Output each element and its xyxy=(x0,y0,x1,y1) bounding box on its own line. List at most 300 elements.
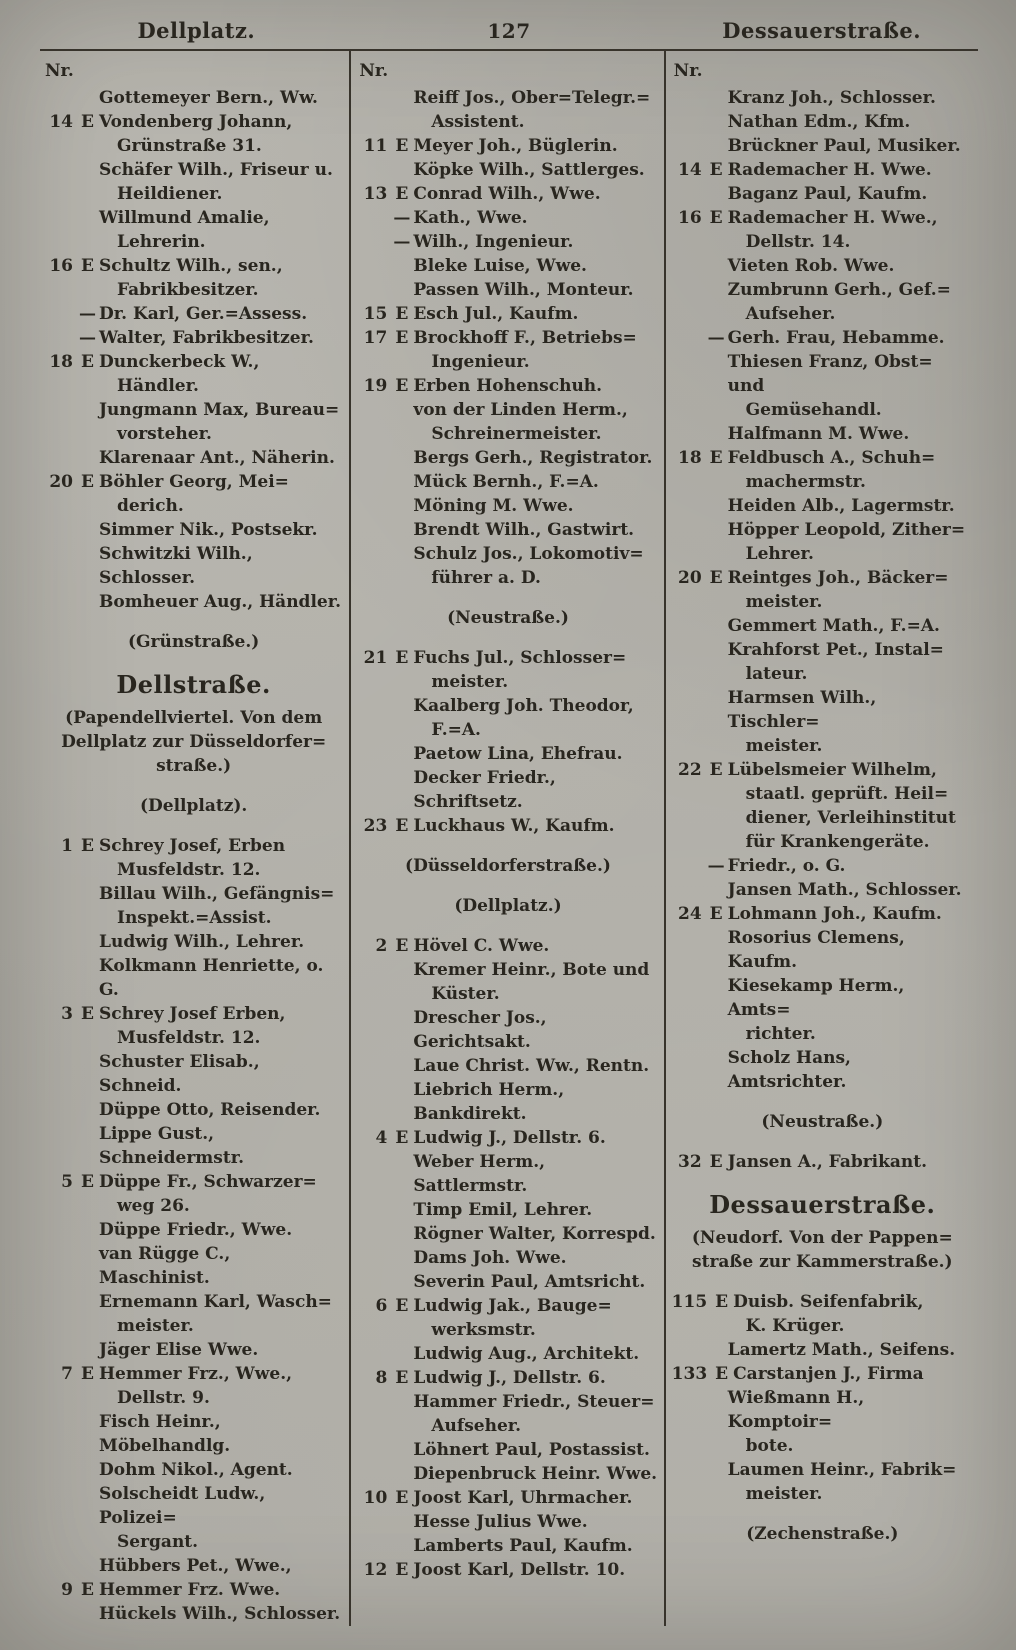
running-header xyxy=(40,18,978,51)
directory-entry xyxy=(672,686,973,758)
directory-entry xyxy=(43,1002,344,1050)
house-number xyxy=(43,882,76,906)
entry-text: Liebrich Herm., Bankdirekt. xyxy=(413,1080,565,1124)
entry-continuation-line: Sergant. xyxy=(117,1532,199,1552)
entry-continuation-line: staatl. geprüft. Heil= xyxy=(745,784,949,804)
entry-text: Walter, Fabrikbesitzer. xyxy=(99,328,314,348)
owner-marker xyxy=(390,1006,413,1054)
directory-entry xyxy=(357,1198,658,1222)
spacer xyxy=(672,1506,973,1522)
entry-line xyxy=(672,1362,973,1386)
house-number xyxy=(672,326,705,350)
house-number xyxy=(357,158,390,182)
house-number: 24 xyxy=(677,904,702,924)
entry-text: Gerh. Frau, Hebamme. xyxy=(727,328,945,348)
entry-text: Conrad Wilh., Wwe. xyxy=(413,184,601,204)
house-number xyxy=(357,1054,390,1078)
directory-entry xyxy=(43,254,344,302)
entry-continuation-line: Dellstr. 14. xyxy=(745,232,851,252)
owner-marker xyxy=(76,1122,99,1170)
entry-continuation-line: Fabrikbesitzer. xyxy=(117,280,259,300)
directory-entry xyxy=(357,1150,658,1198)
entry-text: Vondenberg Johann, xyxy=(99,112,293,132)
description-line: (Neudorf. Von der Pappen= xyxy=(691,1228,953,1248)
entry-line xyxy=(357,1462,658,1486)
entry-text: Feldbusch A., Schuh= xyxy=(727,448,936,468)
entry-line xyxy=(672,566,973,590)
entry-continuation-line: diener, Verleihinstitut xyxy=(745,808,956,828)
entry-text: Ludwig Wilh., Lehrer. xyxy=(99,932,305,952)
entry-line xyxy=(357,814,658,838)
owner-marker xyxy=(390,1054,413,1078)
directory-entry xyxy=(672,1386,973,1458)
directory-entry xyxy=(672,134,973,158)
entry-line xyxy=(43,254,344,278)
entry-text: Böhler Georg, Mei= xyxy=(99,472,289,492)
entry-line xyxy=(672,350,973,398)
entry-line xyxy=(357,374,658,398)
directory-entry xyxy=(357,302,658,326)
directory-entry xyxy=(672,974,973,1046)
entry-text: Vieten Rob. Wwe. xyxy=(727,256,895,276)
entry-text: Jäger Elise Wwe. xyxy=(99,1340,259,1360)
entry-continuation-line: derich. xyxy=(117,496,184,516)
house-number xyxy=(357,1438,390,1462)
house-number: 12 xyxy=(363,1560,388,1580)
owner-marker: E xyxy=(709,448,723,468)
directory-entry xyxy=(357,254,658,278)
entry-continuation-line: Lehrerin. xyxy=(117,232,206,252)
entry-text: Lohmann Joh., Kaufm. xyxy=(727,904,942,924)
entry-text: Passen Wilh., Monteur. xyxy=(413,280,634,300)
entry-line xyxy=(672,446,973,470)
house-number xyxy=(357,254,390,278)
house-number xyxy=(357,1462,390,1486)
ditto-dash: — xyxy=(707,328,725,348)
owner-marker xyxy=(705,350,728,398)
entry-text: van Rügge C., Maschinist. xyxy=(99,1244,231,1288)
entry-continuation-line: Gemüsehandl. xyxy=(745,400,882,420)
owner-marker xyxy=(705,686,728,734)
directory-entry xyxy=(357,814,658,838)
entry-text: Weber Herm., Sattlermstr. xyxy=(413,1152,546,1196)
directory-entry xyxy=(357,1558,658,1582)
house-number xyxy=(672,878,705,902)
entry-line xyxy=(357,1198,658,1222)
directory-entry xyxy=(43,206,344,254)
directory-entry xyxy=(43,1410,344,1458)
spacer xyxy=(357,838,658,854)
entry-text: Jansen Math., Schlosser. xyxy=(727,880,962,900)
owner-marker xyxy=(390,1342,413,1366)
entry-line xyxy=(357,694,658,718)
directory-entry xyxy=(672,614,973,638)
spacer xyxy=(357,630,658,646)
owner-marker xyxy=(76,1602,99,1626)
entry-line xyxy=(357,1054,658,1078)
owner-marker: E xyxy=(395,816,409,836)
entry-text: Harmsen Wilh., Tischler= xyxy=(727,688,877,732)
house-number: 2 xyxy=(375,936,388,956)
directory-entry xyxy=(357,742,658,766)
entry-line xyxy=(672,206,973,230)
entry-text: Rademacher H. Wwe. xyxy=(727,160,932,180)
house-number xyxy=(672,974,705,1022)
directory-entry xyxy=(43,1578,344,1602)
entry-continuation-line: meister. xyxy=(745,1484,823,1504)
ditto-dash: — xyxy=(393,232,411,252)
directory-entry xyxy=(672,854,973,878)
entry-continuation-line: Musfeldstr. 12. xyxy=(117,1028,261,1048)
number-column-label: Nr. xyxy=(359,61,389,81)
entry-text: Zumbrunn Gerh., Gef.= xyxy=(727,280,951,300)
house-number xyxy=(672,134,705,158)
entry-text: Drescher Jos., Gerichtsakt. xyxy=(413,1008,547,1052)
directory-entry xyxy=(672,1290,973,1338)
entry-continuation-line: Dellstr. 9. xyxy=(117,1388,210,1408)
entry-line xyxy=(672,494,973,518)
owner-marker xyxy=(390,1246,413,1270)
entry-line xyxy=(357,1558,658,1582)
entry-text: Bleke Luise, Wwe. xyxy=(413,256,587,276)
entry-line xyxy=(357,518,658,542)
directory-entry xyxy=(357,1126,658,1150)
house-number xyxy=(357,86,390,110)
directory-entry xyxy=(672,1046,973,1094)
entry-text: Carstanjen J., Firma xyxy=(733,1364,924,1384)
directory-entry xyxy=(43,930,344,954)
entry-line xyxy=(43,1218,344,1242)
directory-entry xyxy=(43,1170,344,1218)
directory-entry xyxy=(672,158,973,182)
directory-entry xyxy=(672,1458,973,1506)
house-number: 115 xyxy=(671,1292,708,1312)
entry-text: Simmer Nik., Postsekr. xyxy=(99,520,318,540)
house-number xyxy=(43,518,76,542)
directory-entry xyxy=(357,766,658,814)
directory-columns xyxy=(40,51,978,1626)
owner-marker xyxy=(390,1198,413,1222)
house-number xyxy=(672,1386,705,1434)
entry-line xyxy=(43,350,344,374)
entry-text: Schulz Jos., Lokomotiv= xyxy=(413,544,644,564)
directory-entry xyxy=(672,326,973,350)
entry-text: Thiesen Franz, Obst= und xyxy=(727,352,933,396)
entry-text: Schrey Josef, Erben xyxy=(99,836,286,856)
entry-text: Schäfer Wilh., Friseur u. xyxy=(99,160,333,180)
house-number xyxy=(43,158,76,182)
entry-text: Hammer Friedr., Steuer= xyxy=(413,1392,655,1412)
owner-marker xyxy=(705,134,728,158)
directory-entry xyxy=(43,1098,344,1122)
house-number: 14 xyxy=(49,112,73,132)
entry-continuation-line: Küster. xyxy=(431,984,500,1004)
house-number xyxy=(43,1098,76,1122)
owner-marker: E xyxy=(395,936,409,956)
directory-entry xyxy=(357,374,658,398)
owner-marker: E xyxy=(709,160,723,180)
entry-text: Möning M. Wwe. xyxy=(413,496,574,516)
entry-text: Erben Hohenschuh. xyxy=(413,376,603,396)
house-number xyxy=(43,590,76,614)
directory-entry xyxy=(43,1554,344,1578)
street-heading: Dellstraße. xyxy=(116,670,271,699)
description-line: straße zur Kammerstraße.) xyxy=(692,1252,953,1272)
house-number xyxy=(357,766,390,814)
directory-entry xyxy=(43,398,344,446)
directory-entry xyxy=(43,1050,344,1098)
directory-entry xyxy=(43,590,344,614)
entry-text: Decker Friedr., Schriftsetz. xyxy=(413,768,556,812)
directory-entry xyxy=(672,446,973,494)
house-number: 19 xyxy=(363,376,388,396)
entry-line xyxy=(672,158,973,182)
owner-marker: E xyxy=(395,1560,409,1580)
directory-entry xyxy=(672,758,973,854)
directory-entry xyxy=(43,834,344,882)
directory-entry xyxy=(357,1246,658,1270)
entry-line xyxy=(43,1554,344,1578)
entry-line xyxy=(357,1486,658,1510)
entry-line xyxy=(43,834,344,858)
house-number xyxy=(43,1410,76,1458)
house-number xyxy=(43,446,76,470)
owner-marker: E xyxy=(81,112,94,132)
entry-text: Düppe Otto, Reisender. xyxy=(99,1100,321,1120)
spacer xyxy=(672,1094,973,1110)
entry-line xyxy=(672,422,973,446)
owner-marker xyxy=(705,926,728,974)
entry-continuation-line: K. Krüger. xyxy=(745,1316,845,1336)
entry-continuation-line: Heildiener. xyxy=(117,184,223,204)
owner-marker xyxy=(390,158,413,182)
house-number xyxy=(357,694,390,718)
spacer xyxy=(43,654,344,670)
owner-marker xyxy=(390,254,413,278)
entry-text: Schuster Elisab., Schneid. xyxy=(99,1052,260,1096)
entry-line xyxy=(357,1150,658,1198)
house-number xyxy=(43,954,76,1002)
entry-line xyxy=(672,926,973,974)
house-number xyxy=(43,930,76,954)
entry-text: Fuchs Jul., Schlosser= xyxy=(413,648,627,668)
entry-line xyxy=(43,398,344,422)
spacer xyxy=(357,590,658,606)
entry-continuation-line: für Krankengeräte. xyxy=(745,832,930,852)
house-number xyxy=(357,446,390,470)
owner-marker xyxy=(390,1438,413,1462)
entry-text: Schultz Wilh., sen., xyxy=(99,256,283,276)
house-number xyxy=(357,398,390,422)
house-number xyxy=(672,350,705,398)
owner-marker xyxy=(705,494,728,518)
directory-entry xyxy=(43,882,344,930)
directory-entry xyxy=(357,1510,658,1534)
owner-marker xyxy=(76,158,99,182)
owner-marker xyxy=(76,1458,99,1482)
entry-line xyxy=(357,470,658,494)
entry-line xyxy=(43,542,344,590)
entry-text: Dams Joh. Wwe. xyxy=(413,1248,567,1268)
directory-entry xyxy=(43,1242,344,1290)
owner-marker xyxy=(76,930,99,954)
entry-text: Ernemann Karl, Wasch= xyxy=(99,1292,332,1312)
directory-entry xyxy=(43,1218,344,1242)
spacer xyxy=(672,1174,973,1190)
entry-line xyxy=(357,278,658,302)
entry-continuation-line: meister. xyxy=(745,592,823,612)
entry-text: Wießmann H., Komptoir= xyxy=(727,1388,865,1432)
entry-text: Kath., Wwe. xyxy=(413,208,528,228)
house-number: 3 xyxy=(61,1004,73,1024)
house-number: 9 xyxy=(61,1580,73,1600)
entry-line xyxy=(672,278,973,302)
house-number xyxy=(357,1390,390,1414)
house-number xyxy=(357,206,390,230)
entry-line xyxy=(672,1458,973,1482)
house-number xyxy=(672,278,705,302)
directory-entry xyxy=(357,206,658,230)
owner-marker xyxy=(390,1270,413,1294)
house-number: 23 xyxy=(363,816,388,836)
owner-marker: E xyxy=(395,328,409,348)
cross-street-note: (Grünstraße.) xyxy=(128,632,260,652)
directory-entry xyxy=(43,542,344,590)
entry-line xyxy=(357,1222,658,1246)
entry-line xyxy=(672,1338,973,1362)
house-number: 1 xyxy=(61,836,73,856)
owner-marker: E xyxy=(709,760,723,780)
owner-marker xyxy=(705,182,728,206)
entry-continuation-line: richter. xyxy=(745,1024,816,1044)
entry-line xyxy=(43,1338,344,1362)
directory-entry xyxy=(357,398,658,446)
house-number xyxy=(357,230,390,254)
cross-street-note: (Dellplatz.) xyxy=(454,896,562,916)
owner-marker: E xyxy=(715,1292,729,1312)
entry-text: Hemmer Frz., Wwe., xyxy=(99,1364,293,1384)
entry-continuation-line: F.=A. xyxy=(431,720,481,740)
entry-line xyxy=(357,934,658,958)
house-number xyxy=(357,1246,390,1270)
directory-entry xyxy=(357,1078,658,1126)
house-number xyxy=(43,206,76,230)
entry-text: Reiff Jos., Ober=Telegr.= xyxy=(413,88,651,108)
entry-line xyxy=(357,1006,658,1054)
ditto-dash: — xyxy=(707,856,725,876)
entry-continuation-line: werksmstr. xyxy=(431,1320,536,1340)
owner-marker: E xyxy=(395,648,409,668)
house-number xyxy=(672,254,705,278)
entry-text: Brückner Paul, Musiker. xyxy=(727,136,961,156)
directory-entry xyxy=(357,1294,658,1342)
entry-continuation-line: führer a. D. xyxy=(431,568,541,588)
house-number xyxy=(672,494,705,518)
spacer xyxy=(43,778,344,794)
owner-marker: E xyxy=(81,472,94,492)
entry-line xyxy=(43,1410,344,1458)
column-2 xyxy=(349,51,663,1626)
entry-line xyxy=(357,446,658,470)
entry-line xyxy=(672,686,973,734)
description-line: straße.) xyxy=(156,756,232,776)
entry-continuation-line: Inspekt.=Assist. xyxy=(117,908,272,928)
owner-marker xyxy=(76,1338,99,1362)
entry-line xyxy=(43,1362,344,1386)
entry-text: Laue Christ. Ww., Rentn. xyxy=(413,1056,650,1076)
entry-line xyxy=(672,518,973,542)
house-number: 20 xyxy=(677,568,702,588)
directory-entry xyxy=(357,934,658,958)
entry-text: Löhnert Paul, Postassist. xyxy=(413,1440,650,1460)
house-number xyxy=(357,1534,390,1558)
entry-text: Hübbers Pet., Wwe., xyxy=(99,1556,292,1576)
owner-marker: E xyxy=(395,304,409,324)
entry-line xyxy=(672,974,973,1022)
house-number: 14 xyxy=(677,160,702,180)
entry-text: Halfmann M. Wwe. xyxy=(727,424,910,444)
owner-marker xyxy=(390,278,413,302)
entry-text: Hesse Julius Wwe. xyxy=(413,1512,588,1532)
entry-text: Paetow Lina, Ehefrau. xyxy=(413,744,623,764)
entry-line xyxy=(43,930,344,954)
entry-continuation-line: meister. xyxy=(117,1316,194,1336)
directory-entry xyxy=(357,470,658,494)
entry-line xyxy=(43,86,344,110)
cross-street-note: (Dellplatz). xyxy=(139,796,248,816)
entry-text: Diepenbruck Heinr. Wwe. xyxy=(413,1464,658,1484)
directory-entry xyxy=(357,1054,658,1078)
owner-marker xyxy=(390,1510,413,1534)
owner-marker: E xyxy=(709,208,723,228)
house-number xyxy=(672,518,705,542)
house-number xyxy=(357,470,390,494)
directory-entry xyxy=(43,446,344,470)
house-number: 11 xyxy=(363,136,388,156)
directory-entry xyxy=(357,446,658,470)
house-number xyxy=(357,1006,390,1054)
entry-text: Bergs Gerh., Registrator. xyxy=(413,448,653,468)
entry-line xyxy=(672,134,973,158)
description-line: Dellplatz zur Düsseldorfer= xyxy=(61,732,327,752)
house-number: 21 xyxy=(363,648,388,668)
house-number xyxy=(672,926,705,974)
entry-line xyxy=(43,326,344,350)
entry-line xyxy=(357,958,658,982)
entry-line xyxy=(357,542,658,566)
entry-text: Düppe Fr., Schwarzer= xyxy=(99,1172,317,1192)
entry-continuation-line: meister. xyxy=(431,672,509,692)
house-number: 16 xyxy=(677,208,702,228)
entry-continuation-line: weg 26. xyxy=(117,1196,190,1216)
ditto-dash: — xyxy=(79,304,96,324)
owner-marker xyxy=(390,1150,413,1198)
spacer xyxy=(672,1134,973,1150)
house-number xyxy=(43,1338,76,1362)
entry-line xyxy=(43,110,344,134)
entry-line xyxy=(672,254,973,278)
owner-marker xyxy=(390,494,413,518)
number-column-label: Nr. xyxy=(673,61,703,81)
directory-entry xyxy=(672,1362,973,1386)
entry-text: Schwitzki Wilh., Schlosser. xyxy=(99,544,253,588)
house-number xyxy=(672,638,705,662)
house-number xyxy=(357,1342,390,1366)
spacer xyxy=(43,614,344,630)
owner-marker xyxy=(705,278,728,302)
entry-text: Fisch Heinr., Möbelhandlg. xyxy=(99,1412,231,1456)
entry-text: Dr. Karl, Ger.=Assess. xyxy=(99,304,308,324)
